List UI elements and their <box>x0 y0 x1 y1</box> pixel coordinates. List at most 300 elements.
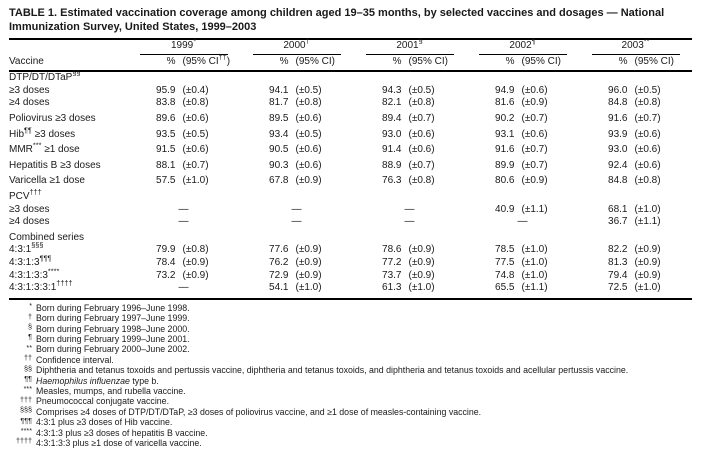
ci-value: (±0.5) <box>634 84 661 96</box>
percent-value: 78.4 <box>156 256 176 268</box>
ci-value: (±0.9) <box>408 256 435 268</box>
footnote-marker: ** <box>26 342 32 352</box>
footnote-text-part: Born during February 1999–June 2001. <box>36 333 190 344</box>
ci-value: (±0.8) <box>408 97 435 109</box>
value-pair <box>592 97 680 110</box>
value-pair <box>140 204 228 217</box>
ci-value: (±0.6) <box>182 112 209 124</box>
value-cell <box>466 157 579 173</box>
value-pair <box>253 175 341 188</box>
value-pair <box>366 113 454 126</box>
value-pair <box>253 216 341 229</box>
value-cell <box>466 257 579 270</box>
footnote-text-part: 4:3:1:3 plus ≥3 doses of hepatitis B vaccine. <box>36 427 208 438</box>
footnote-marker: † <box>28 311 32 321</box>
value-pair <box>479 270 567 283</box>
ci-label <box>296 56 341 69</box>
year-text: 2003 <box>621 40 644 51</box>
year-header-row <box>9 39 692 55</box>
value-cell <box>579 204 692 217</box>
row-label <box>9 68 692 85</box>
ci-value: (±1.0) <box>295 282 322 294</box>
percent-value: 40.9 <box>495 203 515 215</box>
year-text: 2001 <box>396 40 419 51</box>
value-pair <box>592 216 680 229</box>
value-pair <box>140 85 228 98</box>
ci-header <box>253 56 341 69</box>
value-cell <box>466 244 579 257</box>
ci-header <box>366 56 454 69</box>
value-cell <box>579 216 692 229</box>
value-pair <box>592 270 680 283</box>
percent-value: 73.7 <box>382 269 402 281</box>
row-label-text: Poliovirus ≥3 doses <box>9 112 96 124</box>
percent-symbol: % <box>505 55 515 67</box>
value-pair <box>366 129 454 142</box>
year-footnote-marker: ** <box>643 36 650 46</box>
ci-value: (±0.7) <box>634 112 661 124</box>
footnote-text-part: Born during February 2000–June 2002. <box>36 344 190 355</box>
value-pair <box>479 175 567 188</box>
value-pair <box>366 270 454 283</box>
row-label-text: Hepatitis B ≥3 doses <box>9 159 101 171</box>
year-label <box>479 36 567 55</box>
value-cell <box>240 97 353 110</box>
ci-text: (95% CI <box>634 55 671 67</box>
percent-value: 93.0 <box>382 128 402 140</box>
value-pair <box>592 282 680 295</box>
ci-value: (±0.6) <box>521 84 548 96</box>
percent-value: 94.9 <box>495 84 515 96</box>
ci-header-cell <box>353 55 466 72</box>
value-cell <box>127 157 240 173</box>
footnote-text-part: Born during February 1996–June 1998. <box>36 302 190 313</box>
vaccine-section-row <box>9 229 692 245</box>
percent-value: 88.1 <box>156 159 176 171</box>
row-label-text: ≥3 doses <box>9 84 50 96</box>
footnote <box>9 355 692 365</box>
percent-value: 93.9 <box>608 128 628 140</box>
value-pair <box>140 129 228 142</box>
percent-value: 79.4 <box>608 269 628 281</box>
percent-value: 73.2 <box>156 269 176 281</box>
row-footnote-marker: *** <box>32 140 42 150</box>
value-pair <box>479 257 567 270</box>
row-label <box>9 172 127 188</box>
value-cell <box>466 85 579 98</box>
ci-value: (±0.6) <box>408 128 435 140</box>
ci-header-cell <box>466 55 579 72</box>
footnote-text <box>36 396 692 406</box>
footnote-marker: ¶¶¶ <box>20 415 32 425</box>
value-cell <box>466 204 579 217</box>
footnote-text <box>36 324 692 334</box>
row-footnote-marker: ††† <box>29 187 42 197</box>
percent-value: 90.5 <box>269 144 289 156</box>
ci-value: (±0.6) <box>295 112 322 124</box>
footnote-text-part: Born during February 1997–June 1999. <box>36 313 190 324</box>
ci-value: (±0.9) <box>295 269 322 281</box>
ci-value: (±1.0) <box>634 203 661 215</box>
vaccine-data-row <box>9 126 692 142</box>
vaccine-section-row <box>9 188 692 204</box>
value-cell <box>353 257 466 270</box>
row-footnote-marker: ¶¶ <box>24 125 32 135</box>
value-pair <box>253 257 341 270</box>
vaccine-data-row <box>9 204 692 217</box>
no-data-dash: — <box>404 203 415 215</box>
value-cell <box>353 85 466 98</box>
ci-value: (±1.0) <box>521 269 548 281</box>
footnote <box>9 386 692 396</box>
ci-value: (±1.1) <box>634 216 661 228</box>
ci-value: (±1.0) <box>182 175 209 187</box>
percent-value: 81.6 <box>495 97 515 109</box>
percent-value: 82.2 <box>608 244 628 256</box>
vaccine-data-row <box>9 244 692 257</box>
percent-value: 78.6 <box>382 244 402 256</box>
ci-value: (±0.9) <box>408 244 435 256</box>
column-subheader-row <box>9 55 692 72</box>
percent-value: 94.3 <box>382 84 402 96</box>
footnote-text <box>36 365 692 375</box>
percent-value: 76.2 <box>269 256 289 268</box>
ci-value: (±0.5) <box>295 84 322 96</box>
value-pair <box>479 97 567 110</box>
year-text: 2000 <box>283 40 306 51</box>
footnote-text <box>36 344 692 354</box>
ci-value: (±0.6) <box>295 159 322 171</box>
footnote-text-part: Haemophilus influenzae <box>36 375 130 386</box>
percent-value: 89.4 <box>382 112 402 124</box>
value-cell <box>466 97 579 110</box>
footnote-text-part: Comprises ≥4 doses of DTP/DT/DTaP, ≥3 doses of poliovirus vaccine, and ≥1 dose of measles-containing vaccine. <box>36 406 482 417</box>
no-data-dash: — <box>178 282 189 294</box>
percent-value: 81.7 <box>269 97 289 109</box>
ci-value: (±0.8) <box>182 97 209 109</box>
footnote-marker: § <box>28 322 32 331</box>
percent-value: 65.5 <box>495 282 515 294</box>
value-pair <box>140 257 228 270</box>
value-cell <box>240 110 353 126</box>
row-label <box>9 229 692 245</box>
value-cell <box>127 110 240 126</box>
value-pair <box>479 244 567 257</box>
percent-value: 84.8 <box>608 97 628 109</box>
ci-value: (±0.6) <box>634 128 661 140</box>
percent-value: 83.8 <box>156 97 176 109</box>
value-pair <box>479 129 567 142</box>
footnote <box>9 417 692 427</box>
value-pair <box>592 244 680 257</box>
value-cell <box>466 172 579 188</box>
year-label <box>140 36 228 55</box>
row-label-text: Hib <box>9 128 25 140</box>
row-label <box>9 204 127 217</box>
ci-header-cell <box>127 52 240 72</box>
footnote-text-part: Born during February 1998–June 2000. <box>36 323 190 334</box>
ci-close-paren: ) <box>670 55 674 67</box>
no-data-dash: — <box>517 216 528 228</box>
ci-value: (±0.5) <box>295 128 322 140</box>
footnote-text <box>36 428 692 438</box>
ci-value: (±0.6) <box>634 144 661 156</box>
row-label-text: 4:3:1:3:3 <box>9 269 48 281</box>
value-cell <box>240 141 353 157</box>
percent-value: 89.6 <box>156 112 176 124</box>
footnote-text <box>36 313 692 323</box>
percent-value: 90.3 <box>269 159 289 171</box>
percent-value: 89.5 <box>269 112 289 124</box>
row-label <box>9 188 692 204</box>
value-cell <box>579 110 692 126</box>
ci-value: (±0.7) <box>521 112 548 124</box>
footnote-text <box>36 334 692 344</box>
ci-value: (±0.6) <box>295 144 322 156</box>
percent-symbol: % <box>392 55 402 67</box>
footnote-text-part: Measles, mumps, and rubella vaccine. <box>36 385 186 396</box>
value-cell <box>240 204 353 217</box>
ci-value: (±0.7) <box>182 159 209 171</box>
footnote <box>9 396 692 406</box>
ci-value: (±0.9) <box>634 256 661 268</box>
percent-value: 93.0 <box>608 144 628 156</box>
percent-value: 72.9 <box>269 269 289 281</box>
footnote-marker: ¶¶ <box>24 374 32 384</box>
no-data-dash: — <box>178 203 189 215</box>
row-label <box>9 85 127 98</box>
footnote-marker: *** <box>23 384 32 394</box>
footnote-marker: §§ <box>24 363 32 373</box>
value-cell <box>127 216 240 229</box>
year-footnote-marker: * <box>193 36 197 46</box>
ci-value: (±0.8) <box>295 97 322 109</box>
ci-text: (95% CI <box>408 55 445 67</box>
percent-value: 61.3 <box>382 282 402 294</box>
no-data-dash: — <box>178 216 189 228</box>
value-pair <box>253 85 341 98</box>
row-label <box>9 240 127 257</box>
value-pair <box>592 175 680 188</box>
ci-value: (±1.0) <box>408 282 435 294</box>
value-pair <box>592 144 680 157</box>
value-cell <box>127 85 240 98</box>
table-body <box>9 68 692 299</box>
ci-value: (±0.6) <box>182 144 209 156</box>
value-cell <box>353 110 466 126</box>
value-pair <box>140 244 228 257</box>
value-pair <box>592 257 680 270</box>
percent-value: 77.6 <box>269 244 289 256</box>
row-footnote-marker: §§§ <box>31 240 44 250</box>
year-text: 2002 <box>509 40 532 51</box>
ci-value: (±0.9) <box>182 256 209 268</box>
value-cell <box>240 244 353 257</box>
vaccine-data-row <box>9 141 692 157</box>
percent-symbol: % <box>279 55 289 67</box>
year-header-cell <box>579 36 692 55</box>
value-pair <box>479 204 567 217</box>
value-cell <box>240 85 353 98</box>
value-pair <box>366 97 454 110</box>
vaccine-data-row <box>9 110 692 126</box>
ci-close-paren: ) <box>331 55 335 67</box>
percent-value: 78.5 <box>495 244 515 256</box>
value-pair <box>592 113 680 126</box>
value-cell <box>579 126 692 142</box>
footnote-text <box>36 303 692 313</box>
year-text: 1999 <box>170 40 194 51</box>
ci-value: (±0.5) <box>408 84 435 96</box>
ci-text: (95% CI <box>182 55 219 67</box>
ci-value: (±0.7) <box>521 159 548 171</box>
value-pair <box>592 160 680 173</box>
percent-value: 94.1 <box>269 84 289 96</box>
year-footnote-marker: ¶ <box>531 36 536 46</box>
percent-value: 93.5 <box>156 128 176 140</box>
row-label-text: 4:3:1:3 <box>9 256 40 268</box>
no-data-dash: — <box>404 216 415 228</box>
value-cell <box>466 126 579 142</box>
value-cell <box>240 157 353 173</box>
ci-value: (±0.9) <box>521 97 548 109</box>
value-cell <box>240 216 353 229</box>
ci-value: (±0.9) <box>295 244 322 256</box>
value-pair <box>366 244 454 257</box>
ci-value: (±0.6) <box>634 159 661 171</box>
ci-value: (±1.0) <box>521 244 548 256</box>
row-label <box>9 126 127 142</box>
value-cell <box>466 282 579 299</box>
percent-value: 91.6 <box>608 112 628 124</box>
value-cell <box>127 97 240 110</box>
corner-cell <box>9 39 127 55</box>
table-title: TABLE 1. Estimated vaccination coverage among children aged 19–35 months, by selected vaccines and dosages — National Immunization Survey, United States, 1999–2003 <box>9 7 665 33</box>
ci-value: (±0.7) <box>521 144 548 156</box>
footnote-text <box>36 417 692 427</box>
ci-label <box>182 52 231 69</box>
value-cell <box>579 157 692 173</box>
percent-symbol: % <box>618 55 628 67</box>
footnote-text-part: 4:3:1:3:3 plus ≥1 dose of varicella vaccine. <box>36 437 202 448</box>
row-label-suffix: ≥3 doses <box>31 128 76 140</box>
value-cell <box>353 157 466 173</box>
ci-value: (±0.9) <box>182 269 209 281</box>
percent-value: 77.5 <box>495 256 515 268</box>
ci-label <box>522 56 567 69</box>
value-pair <box>140 160 228 173</box>
value-pair <box>253 282 341 295</box>
ci-close-paren: ) <box>444 55 448 67</box>
row-label-text: 4:3:1:3:3:1 <box>9 282 57 294</box>
ci-value: (±0.9) <box>634 269 661 281</box>
vaccine-data-row <box>9 85 692 98</box>
value-cell <box>127 126 240 142</box>
ci-label <box>635 56 680 69</box>
year-header-cell <box>240 36 353 55</box>
value-cell <box>353 282 466 299</box>
row-label-text: ≥4 doses <box>9 216 50 228</box>
ci-value: (±0.8) <box>408 175 435 187</box>
footnote-marker: * <box>29 301 32 311</box>
footnote <box>9 324 692 334</box>
percent-value: 82.1 <box>382 97 402 109</box>
footnote-marker: §§§ <box>20 405 32 415</box>
vaccine-data-row <box>9 216 692 229</box>
no-data-dash: — <box>291 216 302 228</box>
value-cell <box>466 141 579 157</box>
value-cell <box>127 244 240 257</box>
footnote-text-part: type b. <box>129 375 159 386</box>
footnote-marker: †† <box>24 353 32 363</box>
value-pair <box>253 97 341 110</box>
value-pair <box>366 144 454 157</box>
footnote-text <box>36 438 692 448</box>
row-label-text: MMR <box>9 144 33 156</box>
value-cell <box>466 110 579 126</box>
ci-value: (±0.7) <box>408 159 435 171</box>
percent-value: 67.8 <box>269 175 289 187</box>
value-cell <box>240 257 353 270</box>
footnote <box>9 376 692 386</box>
year-footnote-marker: § <box>418 36 423 46</box>
ci-value: (±0.7) <box>408 112 435 124</box>
row-label <box>9 216 127 229</box>
percent-value: 88.9 <box>382 159 402 171</box>
vaccine-column-header: Vaccine <box>9 55 127 72</box>
footnote-text <box>36 407 692 417</box>
percent-value: 96.0 <box>608 84 628 96</box>
footnote <box>9 334 692 344</box>
ci-value: (±0.9) <box>408 269 435 281</box>
value-pair <box>479 160 567 173</box>
value-pair <box>140 97 228 110</box>
year-label <box>366 36 454 55</box>
percent-value: 91.5 <box>156 144 176 156</box>
footnote-text <box>36 355 692 365</box>
row-label-text: 4:3:1 <box>9 244 32 256</box>
footnote-text-part: Pneumococcal conjugate vaccine. <box>36 396 170 407</box>
value-cell <box>579 97 692 110</box>
row-label <box>9 157 127 173</box>
ci-header-cell <box>240 55 353 72</box>
footnote-text-part: Confidence interval. <box>36 354 114 365</box>
ci-header <box>592 56 680 69</box>
ci-value: (±0.4) <box>182 84 209 96</box>
footnote-marker: **** <box>20 426 32 436</box>
footnote <box>9 407 692 417</box>
value-cell <box>353 172 466 188</box>
value-pair <box>592 129 680 142</box>
footnote <box>9 344 692 354</box>
footnote-text-part: Diphtheria and tetanus toxoids and pertussis vaccine, diphtheria and tetanus toxoids, and diphtheria and tetanus toxoids and acellular pertussis vaccine. <box>36 365 629 376</box>
ci-footnote-marker: †† <box>218 52 227 62</box>
ci-close-paren: ) <box>226 55 231 67</box>
percent-value: 89.9 <box>495 159 515 171</box>
percent-value: 91.4 <box>382 144 402 156</box>
footnote <box>9 365 692 375</box>
row-label <box>9 141 127 157</box>
ci-value: (±0.8) <box>634 175 661 187</box>
value-pair <box>366 85 454 98</box>
value-pair <box>253 270 341 283</box>
ci-value: (±1.0) <box>521 256 548 268</box>
vaccination-coverage-table <box>9 38 692 300</box>
value-cell <box>127 257 240 270</box>
percent-value: 72.5 <box>608 282 628 294</box>
row-footnote-marker: §§ <box>72 68 81 78</box>
row-label-text: ≥4 doses <box>9 97 50 109</box>
